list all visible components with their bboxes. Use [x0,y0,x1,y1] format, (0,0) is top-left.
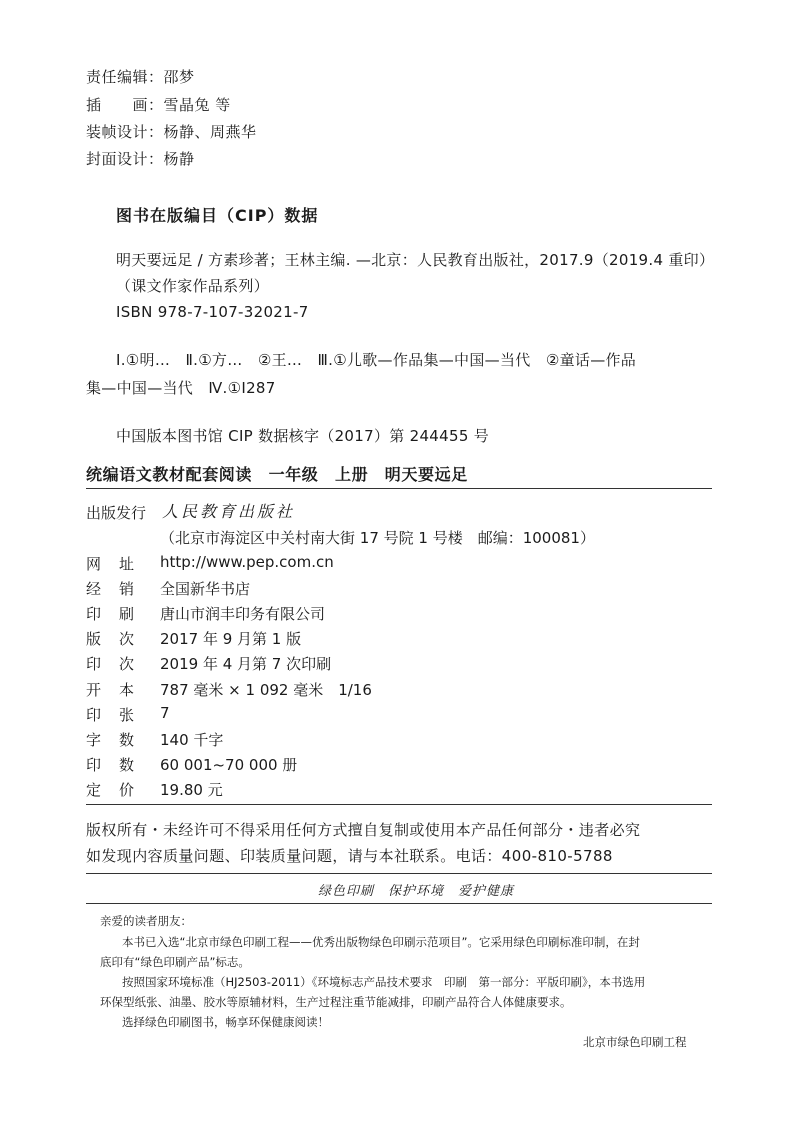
publish-row-label [86,704,134,725]
publish-row-label [86,729,134,750]
label-char: 经 [86,580,102,598]
publish-row-label [86,679,134,700]
copyright-divider [86,873,712,874]
credit-value: 杨静、周燕华 [163,123,257,141]
credit-value: 雪晶兔 等 [163,96,231,114]
cip-isbn: ISBN 978-7-107-32021-7 [116,303,309,321]
credit-binding-design [86,121,257,142]
publish-row-value[interactable]: http://www.pep.com.cn [160,553,334,571]
publish-row-value: 2017 年 9 月第 1 版 [160,630,302,648]
label-char: 印 [86,605,102,623]
label-char: 址 [119,555,135,573]
label-char: 次 [119,630,135,648]
label-char: 版 [86,630,102,648]
green-paragraph-1a: 本书已入选“北京市绿色印刷工程——优秀出版物绿色印刷示范项目”。它采用绿色印刷标准印制，在封 [122,935,640,949]
quality-contact: 如发现内容质量问题、印装质量问题，请与本社联系。电话：400-810-5788 [86,847,613,865]
publisher-address: （北京市海淀区中关村南大街 17 号院 1 号楼 邮编：100081） [160,529,595,547]
info-divider [86,804,712,805]
credit-cover-design [86,148,195,169]
cip-title: 图书在版编目（CIP）数据 [116,206,319,225]
publish-row-label [86,603,134,624]
publish-row-label [86,578,134,599]
credit-label: 插 画： [86,96,164,114]
label-char: 本 [119,681,135,699]
green-paragraph-2b: 环保型纸张、油墨、胶水等原辅材料，生产过程注重节能减排，印刷产品符合人体健康要求。 [100,995,572,1009]
green-signature: 北京市绿色印刷工程 [583,1035,687,1049]
label-char: 数 [119,756,135,774]
green-greeting: 亲爱的读者朋友： [100,914,192,928]
cip-record-number: 中国版本图书馆 CIP 数据核字（2017）第 244455 号 [116,427,490,445]
publish-row-value: 唐山市润丰印务有限公司 [160,605,326,623]
credit-editor [86,66,195,87]
credit-value: 邵梦 [163,68,195,86]
title-divider [86,488,712,489]
green-print-slogan: 绿色印刷 保护环境 爱护健康 [318,884,515,899]
publisher-logo: 人民教育出版社 [162,502,296,521]
label-char: 字 [86,731,102,749]
publish-row-value: 7 [160,704,170,722]
label-char: 印 [86,706,102,724]
label-char: 网 [86,555,102,573]
copyright-notice: 版权所有・未经许可不得采用任何方式擅自复制或使用本产品任何部分・违者必究 [86,821,641,839]
credit-value: 杨静 [163,150,195,168]
publish-row-value: 全国新华书店 [160,580,251,598]
label-char: 印 [86,756,102,774]
cip-bibliographic-line: 明天要远足 / 方素珍著；王林主编. —北京：人民教育出版社，2017.9（2019.4 重印） [116,251,715,269]
publish-row-label [86,628,134,649]
label-char: 数 [119,731,135,749]
green-paragraph-2a: 按照国家环境标准（HJ2503-2011）《环境标志产品技术要求 印刷 第一部分：平版印刷》，本书选用 [122,975,646,989]
publish-row-value: 60 001~70 000 册 [160,756,298,774]
publish-row-value: 140 千字 [160,731,224,749]
green-paragraph-3: 选择绿色印刷图书，畅享环保健康阅读！ [122,1015,329,1029]
label-char: 刷 [119,605,135,623]
publish-row-label [86,553,134,574]
credit-label: 装帧设计： [86,123,164,141]
label-char: 价 [119,781,135,799]
label-char: 开 [86,681,102,699]
green-paragraph-1b: 底印有“绿色印刷产品”标志。 [100,955,250,969]
label-char: 销 [119,580,135,598]
cip-series-line: （课文作家作品系列） [116,277,270,295]
credit-label: 封面设计： [86,150,164,168]
label-char: 次 [119,655,135,673]
cip-classification-line-1: Ⅰ.①明… Ⅱ.①方… ②王… Ⅲ.①儿歌—作品集—中国—当代 ②童话—作品 [116,351,637,369]
publish-row-label [86,754,134,775]
label-char: 印 [86,655,102,673]
series-title: 统编语文教材配套阅读 一年级 上册 明天要远足 [86,465,468,484]
publish-label: 出版发行 [86,504,147,522]
credit-illustration [86,94,231,115]
label-char: 定 [86,781,102,799]
credit-label: 责任编辑： [86,68,164,86]
publish-row-label [86,779,134,800]
label-char: 张 [119,706,135,724]
publish-row-value: 2019 年 4 月第 7 次印刷 [160,655,332,673]
publish-row-value: 19.80 元 [160,781,223,799]
slogan-divider [86,903,712,904]
publish-row-value: 787 毫米 × 1 092 毫米 1/16 [160,681,372,699]
cip-classification-line-2: 集—中国—当代 Ⅳ.①I287 [86,379,276,397]
publish-row-label [86,653,134,674]
